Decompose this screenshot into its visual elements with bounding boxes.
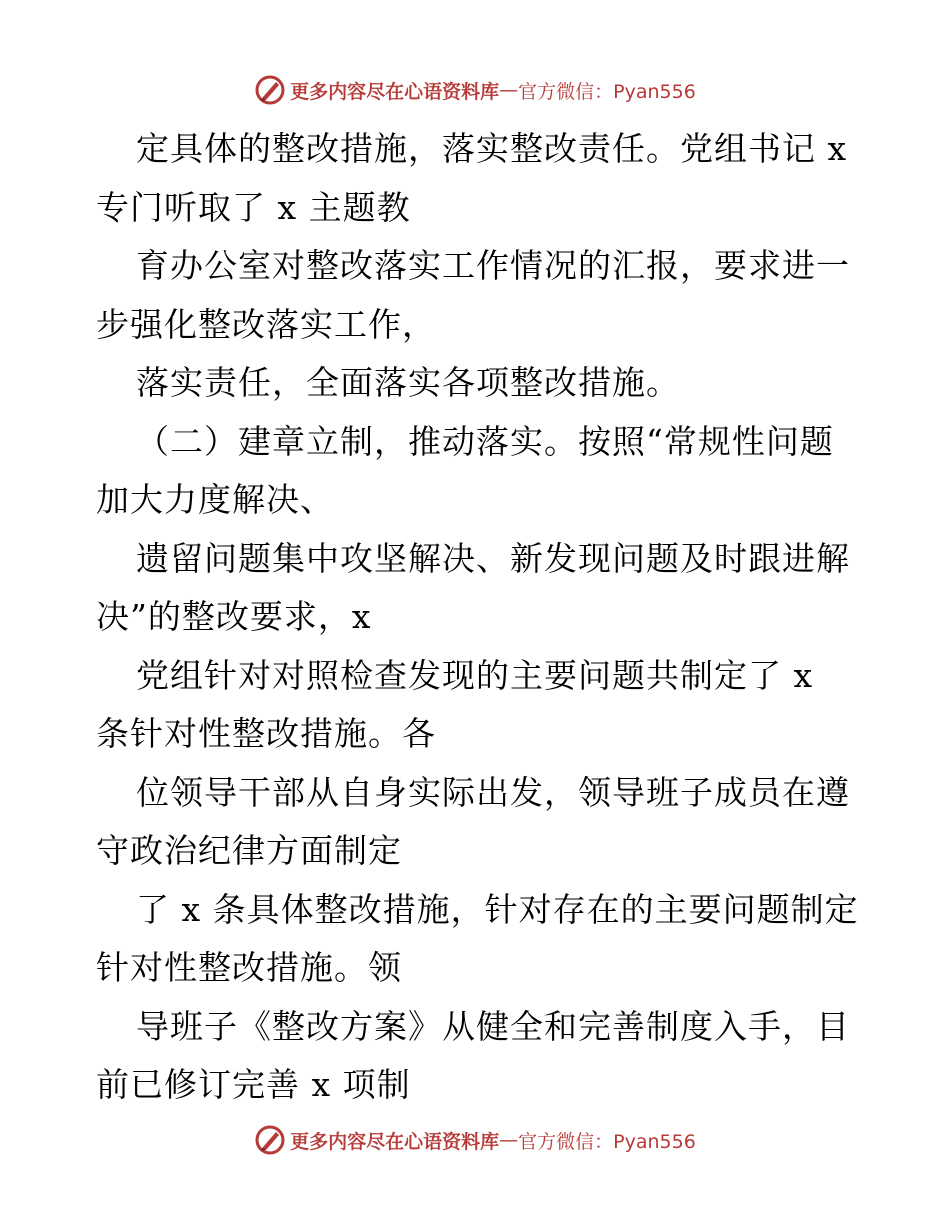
- header-banner: [0, 70, 950, 110]
- body-line: 加大力度解决、: [96, 480, 334, 519]
- body-line: 遗留问题集中攻坚解决、新发现问题及时跟进解: [136, 538, 850, 578]
- header-separator: —: [499, 79, 519, 101]
- body-line: 了 x 条具体整改措施，针对存在的主要问题制定: [136, 889, 859, 929]
- red-pen-logo-icon: [254, 74, 286, 106]
- header-account-text: 官方微信：Pyan556: [518, 80, 696, 103]
- body-line: 专门听取了 x 主题教: [96, 187, 411, 227]
- footer-brand-text: 更多内容尽在心语资料库: [290, 1130, 500, 1153]
- red-pen-logo-icon: [254, 1124, 286, 1156]
- body-line: 条针对性整改措施。各: [96, 714, 436, 753]
- body-line: 前已修订完善 x 项制: [96, 1065, 411, 1104]
- body-line: 落实责任，全面落实各项整改措施。: [136, 363, 680, 402]
- body-line: 步强化整改落实工作，: [96, 304, 436, 344]
- body-line: （二）建章立制，推动落实。按照“常规性问题: [136, 421, 834, 461]
- footer-banner: [0, 1120, 950, 1160]
- footer-separator: —: [499, 1129, 519, 1151]
- header-brand-text: 更多内容尽在心语资料库: [290, 80, 500, 103]
- body-line: 位领导干部从自身实际出发，领导班子成员在遵: [136, 772, 850, 812]
- body-line: 守政治纪律方面制定: [96, 831, 402, 870]
- footer-account-text: 官方微信：Pyan556: [518, 1130, 696, 1153]
- body-line: 育办公室对整改落实工作情况的汇报，要求进一: [136, 246, 850, 285]
- body-line: 针对性整改措施。领: [96, 948, 402, 987]
- body-line: 定具体的整改措施，落实整改责任。党组书记 x: [136, 129, 848, 168]
- document-body: [96, 120, 866, 1115]
- body-line: 决”的整改要求，x: [96, 597, 372, 636]
- body-line: 党组针对对照检查发现的主要问题共制定了 x: [136, 655, 814, 695]
- body-line: 导班子《整改方案》从健全和完善制度入手，目: [136, 1006, 850, 1046]
